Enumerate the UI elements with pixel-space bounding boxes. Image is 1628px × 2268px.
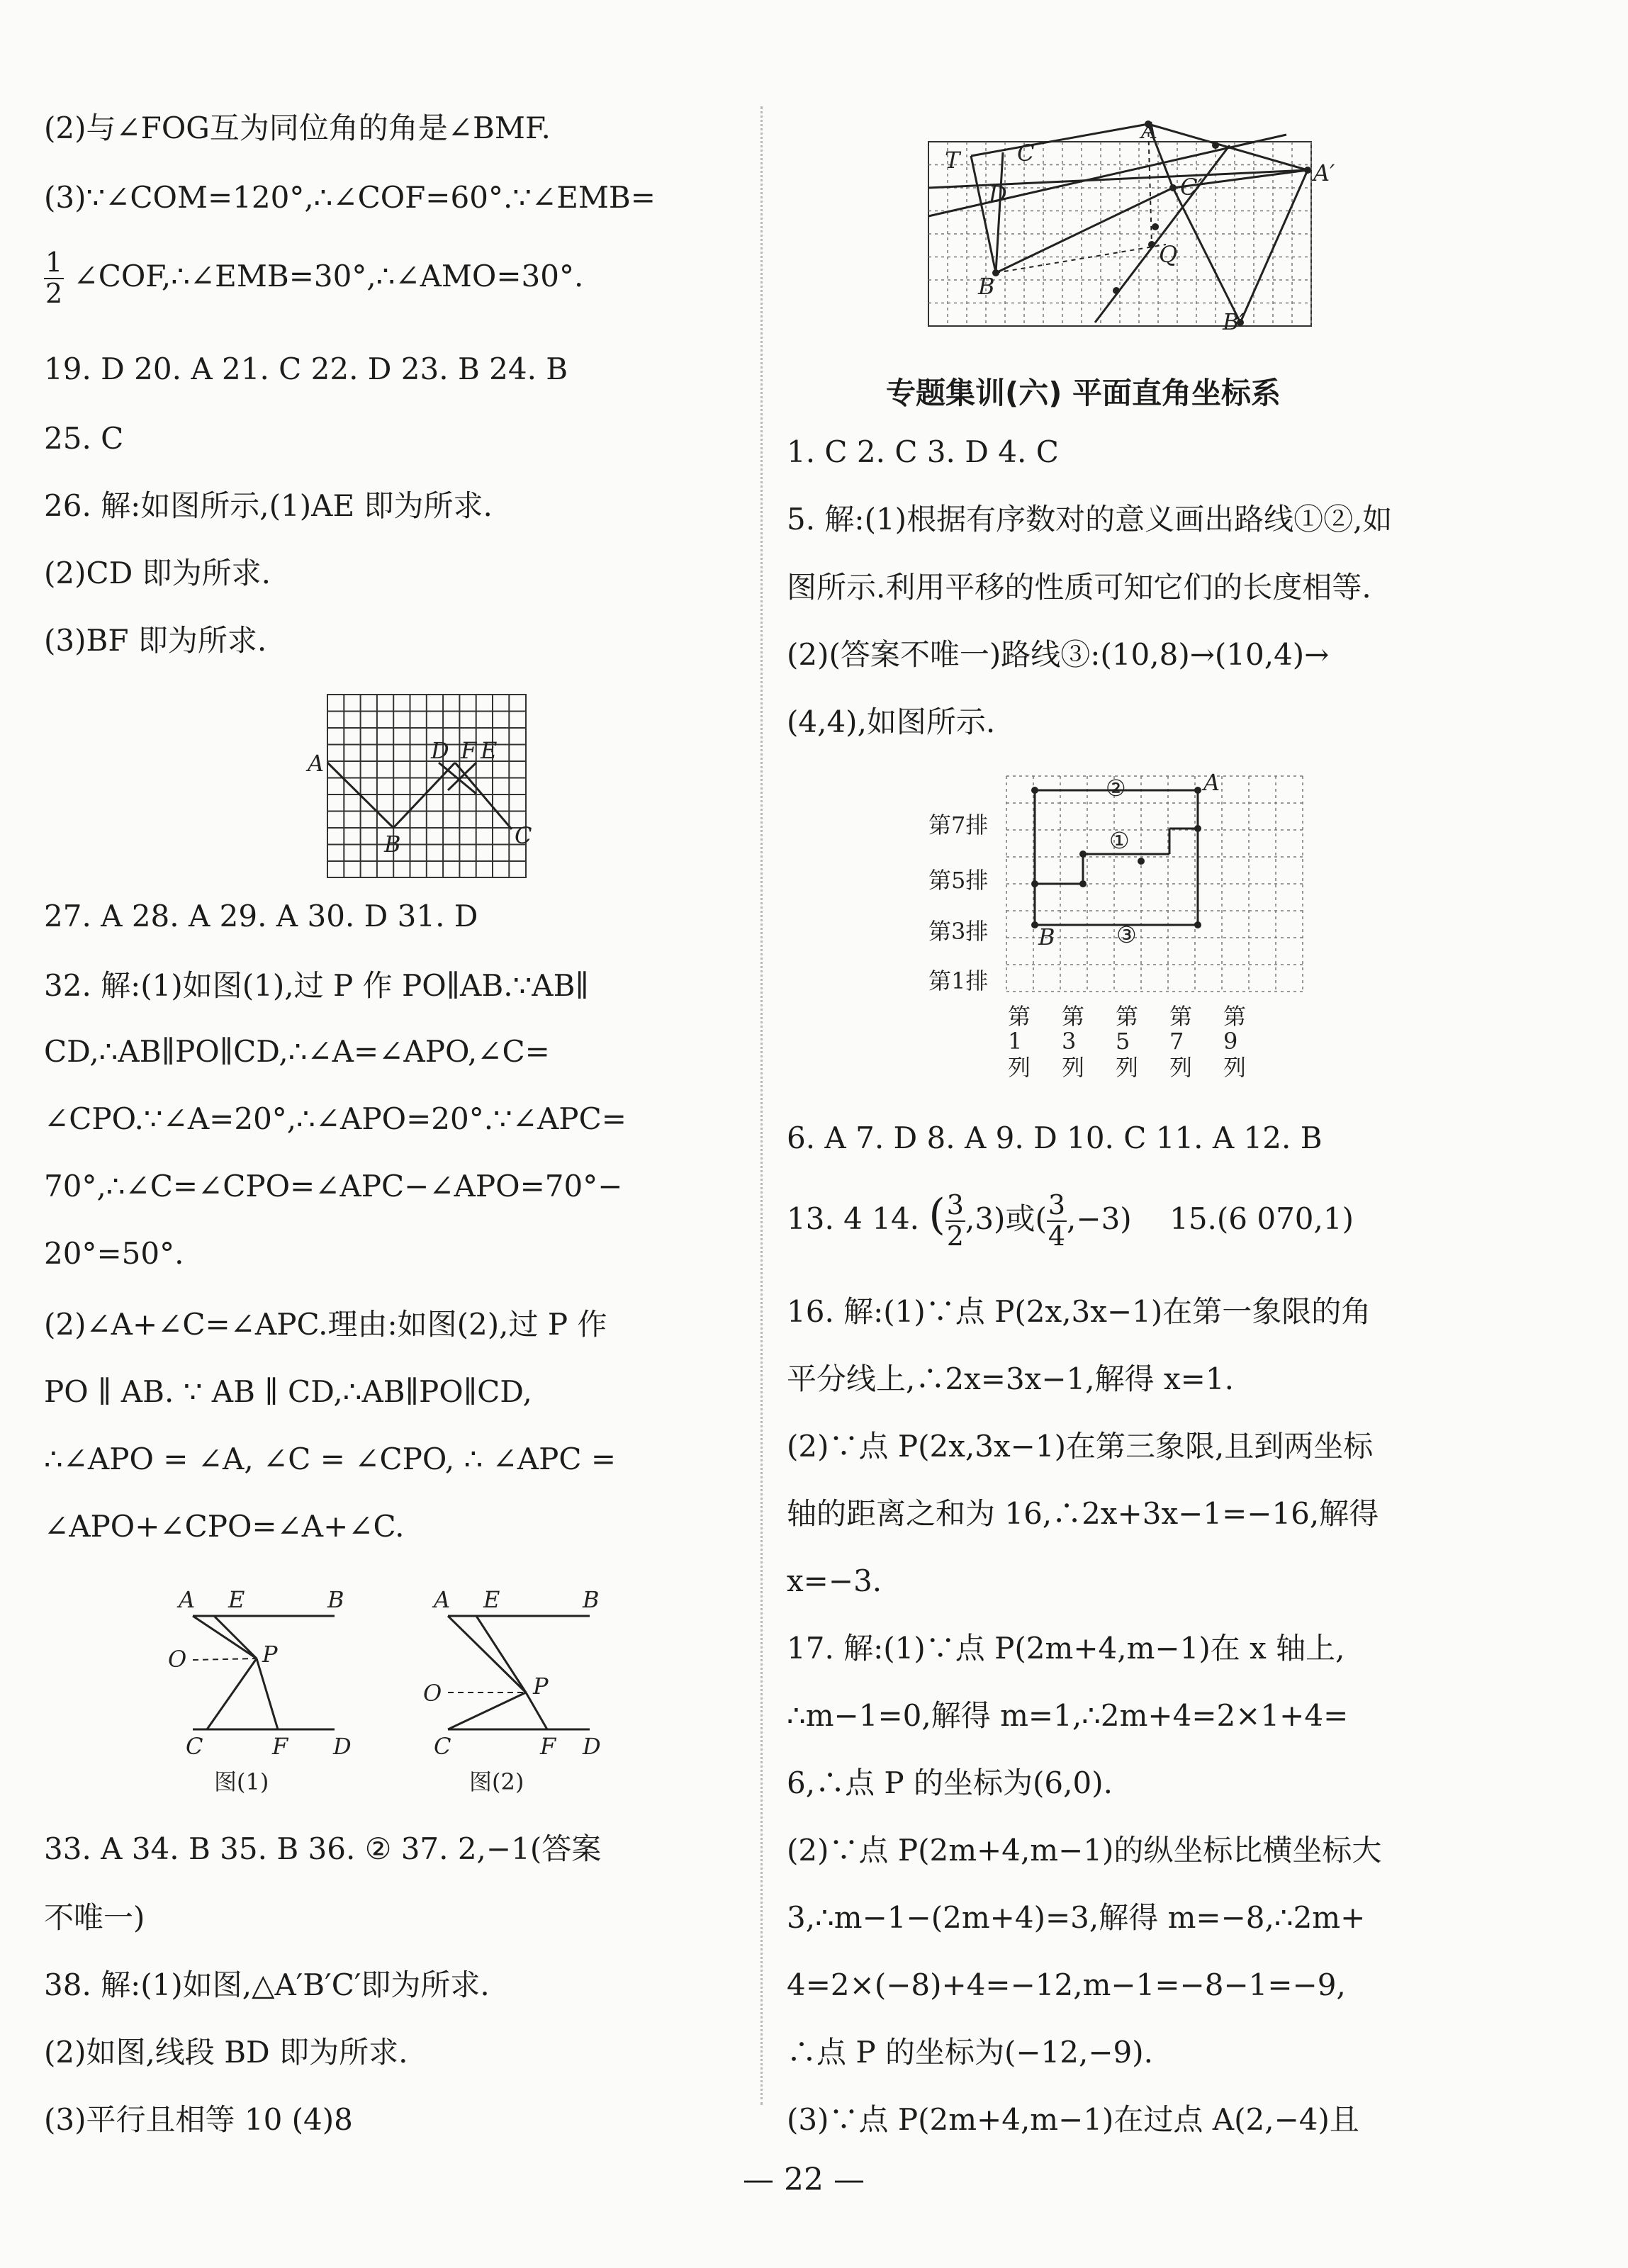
answer-line: 6. A 7. D 8. A 9. D 10. C 11. A 12. B	[787, 1121, 1323, 1155]
text-line: (3)平行且相等 10 (4)8	[44, 2102, 353, 2137]
text-line: ∠APO+∠CPO=∠A+∠C.	[44, 1509, 405, 1544]
text-line: 38. 解:(1)如图,△A′B′C′即为所求.	[44, 1967, 490, 2002]
answer-line: 33. A 34. B 35. B 36. ② 37. 2,−1(答案	[44, 1831, 602, 1866]
column-label-char: 第	[1169, 1003, 1193, 1030]
column-label-char: 第	[1116, 1003, 1139, 1030]
label-C: C	[1017, 140, 1035, 167]
label-D: D	[431, 737, 449, 764]
page-number: — 22 —	[743, 2162, 865, 2198]
text-line: CD,∴AB∥PO∥CD,∴∠A=∠APO,∠C=	[44, 1034, 550, 1069]
text-line: (2)∵点 P(2m+4,m−1)的纵坐标比横坐标大	[787, 1833, 1382, 1868]
column-label-char: 第	[1008, 1003, 1031, 1030]
route-2-label: ②	[1106, 775, 1126, 802]
row-5-label: 第5排	[928, 867, 989, 894]
figure-5-grid	[928, 769, 1382, 1095]
label-T: T	[945, 147, 960, 174]
text-line: (2)如图,线段 BD 即为所求.	[44, 2035, 408, 2070]
text-line: ∴m−1=0,解得 m=1,∴2m+4=2×1+4=	[787, 1698, 1349, 1733]
answer-line: 27. A 28. A 29. A 30. D 31. D	[44, 899, 478, 933]
label-A: A	[1141, 117, 1158, 144]
label-O: O	[423, 1680, 442, 1707]
figure-32	[150, 1581, 661, 1800]
row-7-label: 第7排	[928, 812, 989, 838]
label-E: E	[481, 737, 498, 764]
section-heading: 专题集训(六) 平面直角坐标系	[886, 376, 1281, 410]
text-line: 5. 解:(1)根据有序数对的意义画出路线①②,如	[787, 502, 1393, 537]
text-line: 4=2×(−8)+4=−12,m−1=−8−1=−9,	[787, 1967, 1346, 2002]
column-number-label: 1	[1008, 1028, 1023, 1055]
figure-26-grid	[271, 687, 554, 886]
text-line: (2)CD 即为所求.	[44, 556, 271, 590]
label-F: F	[540, 1733, 556, 1760]
text-line-fraction: $\frac{1}{2}$ ∠COF,∴∠EMB=30°,∴∠AMO=30°.	[45, 247, 584, 309]
label-C: C	[186, 1733, 203, 1760]
column-label-char: 列	[1223, 1054, 1247, 1081]
label-C: C	[434, 1733, 451, 1760]
text-line: 轴的距离之和为 16,∴2x+3x−1=−16,解得	[787, 1496, 1379, 1531]
label-O: O	[168, 1646, 187, 1673]
label-A: A	[434, 1586, 451, 1613]
label-D: D	[333, 1733, 352, 1760]
text-line: 17. 解:(1)∵点 P(2m+4,m−1)在 x 轴上,	[787, 1631, 1345, 1666]
text-line: ∴∠APO = ∠A, ∠C = ∠CPO, ∴ ∠APC =	[44, 1442, 617, 1476]
label-F: F	[461, 737, 477, 764]
fraction-half: $\frac{1}{2}$	[45, 247, 63, 309]
label-A: A	[179, 1586, 196, 1613]
text-line: PO ∥ AB. ∵ AB ∥ CD,∴AB∥PO∥CD,	[44, 1374, 532, 1409]
column-number-label: 9	[1223, 1028, 1238, 1055]
label-D: D	[989, 181, 1007, 208]
figure-38-grid	[925, 117, 1335, 337]
column-number-label: 7	[1169, 1028, 1184, 1055]
text-line: (3)∵点 P(2m+4,m−1)在过点 A(2,−4)且	[787, 2102, 1359, 2137]
text-line: (2)与∠FOG互为同位角的角是∠BMF.	[44, 111, 551, 145]
answer-line: 19. D 20. A 21. C 22. D 23. B 24. B	[44, 352, 568, 386]
text-line: 6,∴点 P 的坐标为(6,0).	[787, 1765, 1113, 1800]
column-label-char: 第	[1062, 1003, 1085, 1030]
label-Cprime: C′	[1180, 174, 1203, 201]
label-B: B	[978, 273, 995, 300]
text-line: (2)(答案不唯一)路线③:(10,8)→(10,4)→	[787, 637, 1330, 672]
text-line: 16. 解:(1)∵点 P(2x,3x−1)在第一象限的角	[787, 1294, 1371, 1329]
column-divider	[760, 106, 763, 2105]
column-label-char: 列	[1008, 1054, 1031, 1081]
column-label-char: 第	[1223, 1003, 1247, 1030]
answer-line: 1. C 2. C 3. D 4. C	[787, 434, 1059, 469]
label-P: P	[533, 1673, 549, 1700]
label-A: A	[308, 750, 325, 777]
label-A: A	[1203, 769, 1220, 796]
label-B: B	[384, 831, 401, 858]
text-line: (2)∠A+∠C=∠APC.理由:如图(2),过 P 作	[44, 1307, 607, 1342]
label-B: B	[583, 1586, 600, 1613]
label-B: B	[1038, 924, 1055, 950]
text-line: 32. 解:(1)如图(1),过 P 作 PO∥AB.∵AB∥	[44, 968, 589, 1003]
caption-fig2: 图(2)	[469, 1768, 524, 1795]
label-D: D	[583, 1733, 601, 1760]
text-line: 不唯一)	[44, 1900, 145, 1935]
text-line: ∴点 P 的坐标为(−12,−9).	[787, 2035, 1153, 2070]
route-3-label: ③	[1116, 921, 1137, 948]
text-line: (2)∵点 P(2x,3x−1)在第三象限,且到两坐标	[787, 1429, 1374, 1464]
label-Q: Q	[1159, 241, 1178, 268]
label-E: E	[228, 1586, 245, 1613]
label-P: P	[262, 1641, 278, 1668]
text-line: 20°=50°.	[44, 1236, 184, 1271]
route-1-label: ①	[1109, 827, 1130, 854]
column-label-char: 列	[1062, 1054, 1085, 1081]
label-Aprime: A′	[1313, 159, 1335, 186]
row-3-label: 第3排	[928, 918, 989, 945]
row-1-label: 第1排	[928, 967, 989, 994]
text-line: 70°,∴∠C=∠CPO=∠APC−∠APO=70°−	[44, 1169, 623, 1203]
label-C: C	[515, 822, 532, 849]
text-line: (3)BF 即为所求.	[44, 623, 267, 658]
column-number-label: 3	[1062, 1028, 1077, 1055]
text-line: x=−3.	[787, 1564, 882, 1598]
text-line: ∠CPO.∵∠A=20°,∴∠APO=20°.∵∠APC=	[44, 1101, 627, 1136]
label-B: B	[327, 1586, 344, 1613]
text-line: (4,4),如图所示.	[787, 704, 996, 739]
caption-fig1: 图(1)	[214, 1768, 269, 1795]
column-label-char: 列	[1169, 1054, 1193, 1081]
label-F: F	[272, 1733, 288, 1760]
answer-line-fractions: 13. 4 14. ( $\frac{3}{2}$ ,3)或( $\frac{3}{4}$ ,−3) 15.(6 070,1)	[787, 1189, 1354, 1252]
column-label-char: 列	[1116, 1054, 1139, 1081]
text-line: (3)∵∠COM=120°,∴∠COF=60°.∵∠EMB=	[44, 180, 656, 215]
text-line: 平分线上,∴2x=3x−1,解得 x=1.	[787, 1362, 1234, 1396]
text-line: 26. 解:如图所示,(1)AE 即为所求.	[44, 488, 493, 523]
column-number-label: 5	[1116, 1028, 1130, 1055]
label-Bprime: B′	[1223, 308, 1245, 335]
text-line: 图所示.利用平移的性质可知它们的长度相等.	[787, 570, 1371, 605]
label-E: E	[483, 1586, 500, 1613]
text-line: 3,∴m−1−(2m+4)=3,解得 m=−8,∴2m+	[787, 1900, 1366, 1935]
answer-line: 25. C	[44, 421, 124, 456]
